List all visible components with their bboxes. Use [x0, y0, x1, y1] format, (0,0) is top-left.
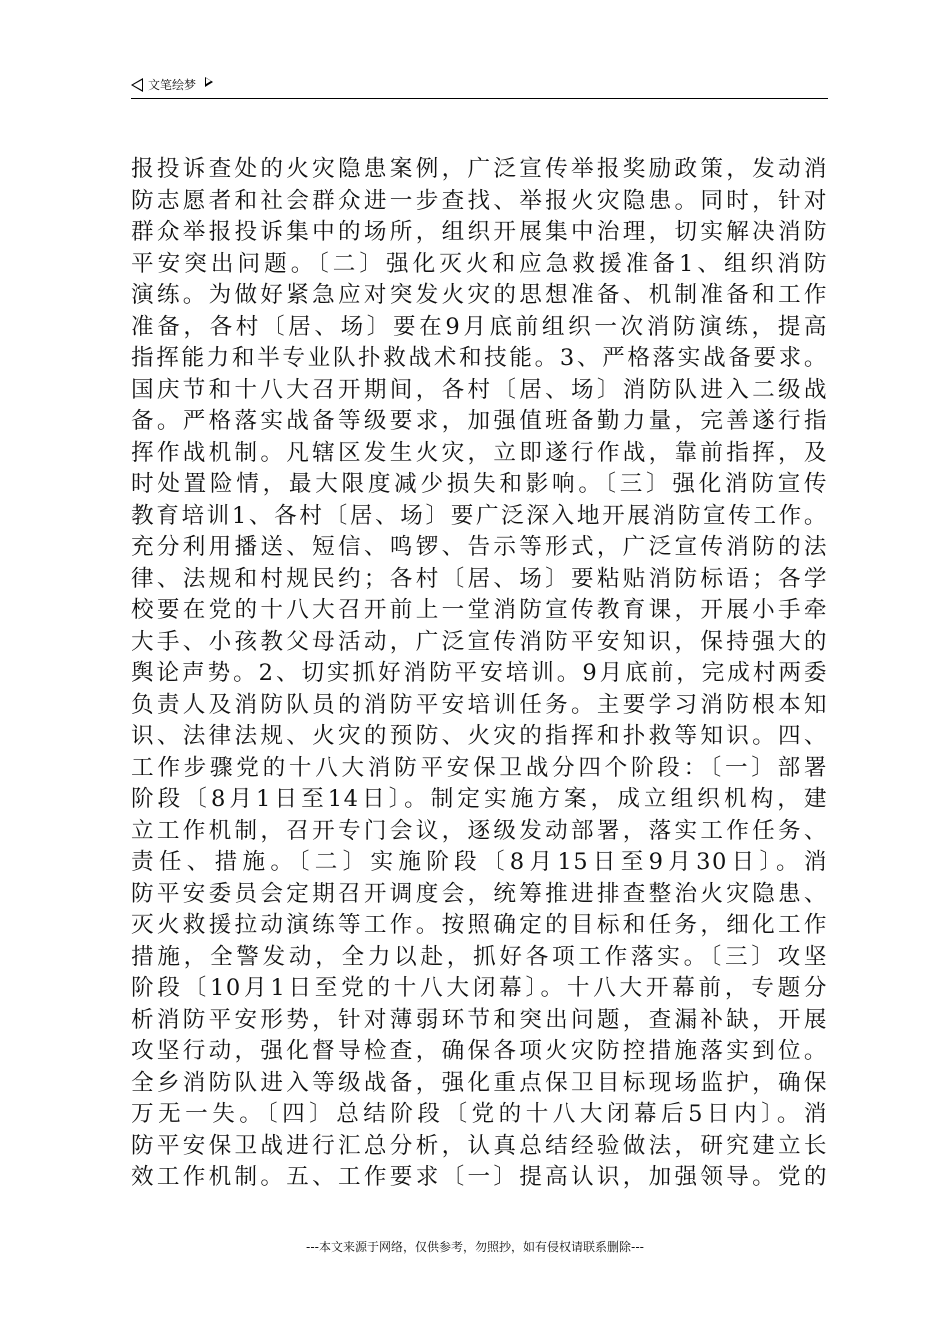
body-line: 演练。为做好紧急应对突发火灾的思想准备、机制准备和工作 — [131, 282, 828, 308]
body-line: 群众举报投诉集中的场所，组织开展集中治理，切实解决消防 — [131, 219, 828, 245]
body-line: 舆论声势。2、切实抓好消防平安培训。9月底前，完成村两委 — [131, 660, 828, 686]
body-line: 全乡消防队进入等级战备，强化重点保卫目标现场监护，确保 — [131, 1069, 828, 1096]
body-line: 平安突出问题。〔二〕强化灭火和应急救援准备1、组织消防 — [131, 250, 828, 277]
body-line: 析消防平安形势，针对薄弱环节和突出问题，查漏补缺，开展 — [131, 1006, 828, 1033]
brand-text: 文笔绘梦 — [148, 78, 197, 92]
body-line: 责任、措施。〔二〕实施阶段〔8月15日至9月30日〕。消 — [131, 849, 828, 875]
body-line: 国庆节和十八大召开期间，各村〔居、场〕消防队进入二级战 — [131, 376, 828, 403]
triangle-left-outline-icon — [131, 78, 143, 92]
body-line: 报投诉查处的火灾隐患案例，广泛宣传举报奖励政策，发动消 — [131, 156, 828, 182]
body-line: 防志愿者和社会群众进一步查找、举报火灾隐患。同时，针对 — [131, 187, 828, 214]
header-brand — [131, 76, 213, 93]
body-line: 万无一失。〔四〕总结阶段〔党的十八大闭幕后5日内〕。消 — [131, 1101, 828, 1127]
body-line: 工作步骤党的十八大消防平安保卫战分四个阶段：〔一〕部署 — [131, 754, 828, 781]
body-line: 教育培训1、各村〔居、场〕要广泛深入地开展消防宣传工作。 — [131, 502, 828, 529]
page-footer — [0, 1238, 950, 1255]
body-line: 阶段〔8月1日至14日〕。制定实施方案，成立组织机构，建 — [131, 786, 828, 812]
body-line: 充分利用播送、短信、鸣锣、告示等形式，广泛宣传消防的法 — [131, 534, 828, 560]
body-line: 立工作机制，召开专门会议，逐级发动部署，落实工作任务、 — [131, 817, 828, 844]
body-line: 效工作机制。五、工作要求〔一〕提高认识，加强领导。党的 — [131, 1164, 828, 1190]
triangle-right-outline-icon — [205, 77, 213, 87]
body-line: 大手、小孩教父母活动，广泛宣传消防平安知识，保持强大的 — [131, 628, 828, 655]
body-line: 指挥能力和半专业队扑救战术和技能。3、严格落实战备要求。 — [131, 345, 828, 371]
body-line: 备。严格落实战备等级要求，加强值班备勤力量，完善遂行指 — [131, 408, 828, 434]
body-line: 措施，全警发动，全力以赴，抓好各项工作落实。〔三〕攻坚 — [131, 943, 828, 970]
body-line: 负责人及消防队员的消防平安培训任务。主要学习消防根本知 — [131, 691, 828, 718]
body-line: 识、法律法规、火灾的预防、火灾的指挥和扑救等知识。四、 — [131, 723, 828, 749]
page-header — [131, 74, 828, 99]
body-line: 灭火救援拉动演练等工作。按照确定的目标和任务，细化工作 — [131, 912, 828, 938]
body-line: 律、法规和村规民约；各村〔居、场〕要粘贴消防标语；各学 — [131, 565, 828, 592]
body-line: 挥作战机制。凡辖区发生火灾，立即遂行作战，靠前指挥，及 — [131, 439, 828, 466]
body-line: 时处置险情，最大限度减少损失和影响。〔三〕强化消防宣传 — [131, 471, 828, 497]
body-line: 防平安保卫战进行汇总分析，认真总结经验做法，研究建立长 — [131, 1132, 828, 1159]
body-line: 准备，各村〔居、场〕要在9月底前组织一次消防演练，提高 — [131, 313, 828, 340]
body-line: 阶段〔10月1日至党的十八大闭幕〕。十八大开幕前，专题分 — [131, 975, 828, 1001]
document-body — [131, 154, 828, 1194]
body-line: 校要在党的十八大召开前上一堂消防宣传教育课，开展小手牵 — [131, 597, 828, 623]
body-line: 防平安委员会定期召开调度会，统筹推进排查整治火灾隐患、 — [131, 880, 828, 907]
footer-disclaimer: ---本文来源于网络，仅供参考，勿照抄，如有侵权请联系删除--- — [306, 1240, 644, 1254]
body-line: 攻坚行动，强化督导检查，确保各项火灾防控措施落实到位。 — [131, 1038, 828, 1064]
